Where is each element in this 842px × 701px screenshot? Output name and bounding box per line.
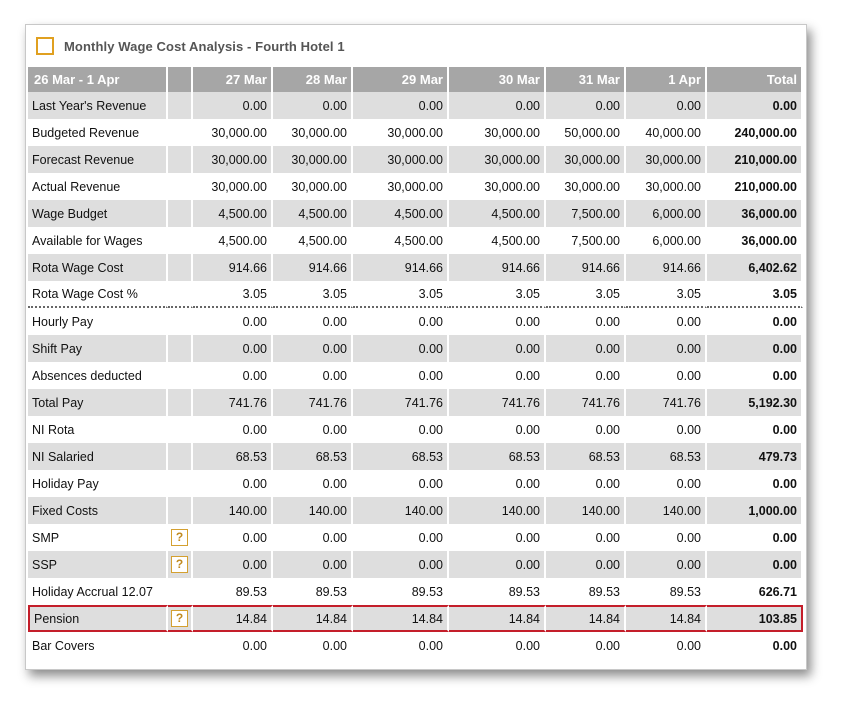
value-cell: 0.00 [353, 524, 449, 551]
value-cell: 741.76 [626, 389, 707, 416]
panel-title: Monthly Wage Cost Analysis - Fourth Hotel 1 [64, 38, 345, 54]
value-cell: 68.53 [273, 443, 353, 470]
table-row [28, 578, 803, 605]
value-cell: 68.53 [449, 443, 546, 470]
value-cell: 0.00 [273, 551, 353, 578]
value-cell: 0.00 [626, 470, 707, 497]
total-cell: 5,192.30 [707, 389, 803, 416]
header-help-column [168, 67, 193, 92]
value-cell: 0.00 [449, 632, 546, 659]
help-cell [168, 389, 193, 416]
value-cell: 0.00 [193, 470, 273, 497]
value-cell: 6,000.00 [626, 200, 707, 227]
value-cell: 0.00 [546, 632, 626, 659]
value-cell: 0.00 [193, 362, 273, 389]
table-row [28, 254, 803, 281]
row-label: NI Rota [28, 416, 168, 443]
table-row [28, 119, 803, 146]
value-cell: 40,000.00 [626, 119, 707, 146]
value-cell: 0.00 [273, 92, 353, 119]
row-label: Actual Revenue [28, 173, 168, 200]
wage-cost-table [28, 67, 803, 659]
value-cell: 3.05 [273, 281, 353, 308]
value-cell: 14.84 [193, 605, 273, 632]
value-cell: 914.66 [273, 254, 353, 281]
row-label: Absences deducted [28, 362, 168, 389]
value-cell: 4,500.00 [273, 200, 353, 227]
header-period: 26 Mar - 1 Apr [28, 67, 168, 92]
total-cell: 0.00 [707, 416, 803, 443]
value-cell: 0.00 [449, 416, 546, 443]
table-row [28, 173, 803, 200]
value-cell: 0.00 [626, 524, 707, 551]
value-cell: 0.00 [546, 335, 626, 362]
value-cell: 14.84 [546, 605, 626, 632]
total-cell: 0.00 [707, 551, 803, 578]
help-cell [168, 416, 193, 443]
value-cell: 3.05 [193, 281, 273, 308]
value-cell: 0.00 [546, 92, 626, 119]
value-cell: 89.53 [546, 578, 626, 605]
table-row [28, 416, 803, 443]
row-label: Available for Wages [28, 227, 168, 254]
value-cell: 0.00 [449, 551, 546, 578]
value-cell: 0.00 [193, 335, 273, 362]
row-label: Holiday Pay [28, 470, 168, 497]
value-cell: 741.76 [449, 389, 546, 416]
header-day: 27 Mar [193, 67, 273, 92]
value-cell: 741.76 [353, 389, 449, 416]
total-cell: 0.00 [707, 335, 803, 362]
value-cell: 0.00 [546, 524, 626, 551]
value-cell: 3.05 [353, 281, 449, 308]
table-row [28, 443, 803, 470]
row-label: Bar Covers [28, 632, 168, 659]
row-label: Holiday Accrual 12.07 [28, 578, 168, 605]
total-cell: 0.00 [707, 308, 803, 335]
value-cell: 3.05 [546, 281, 626, 308]
value-cell: 0.00 [353, 362, 449, 389]
value-cell: 3.05 [626, 281, 707, 308]
help-cell [168, 308, 193, 335]
value-cell: 14.84 [626, 605, 707, 632]
value-cell: 0.00 [193, 92, 273, 119]
table-row [28, 200, 803, 227]
value-cell: 0.00 [273, 524, 353, 551]
value-cell: 0.00 [546, 470, 626, 497]
table-row [28, 632, 803, 659]
value-cell: 30,000.00 [273, 146, 353, 173]
header-day: 31 Mar [546, 67, 626, 92]
row-label: NI Salaried [28, 443, 168, 470]
value-cell: 0.00 [193, 524, 273, 551]
header-day: 1 Apr [626, 67, 707, 92]
row-label: SMP [28, 524, 168, 551]
total-cell: 3.05 [707, 281, 803, 308]
help-cell [168, 119, 193, 146]
value-cell: 89.53 [193, 578, 273, 605]
table-row [28, 335, 803, 362]
value-cell: 140.00 [449, 497, 546, 524]
table-row [28, 524, 803, 551]
value-cell: 30,000.00 [449, 146, 546, 173]
total-cell: 210,000.00 [707, 146, 803, 173]
table-row [28, 470, 803, 497]
row-label: Forecast Revenue [28, 146, 168, 173]
value-cell: 0.00 [273, 416, 353, 443]
value-cell: 0.00 [273, 308, 353, 335]
header-total: Total [707, 67, 803, 92]
value-cell: 0.00 [353, 470, 449, 497]
total-cell: 1,000.00 [707, 497, 803, 524]
value-cell: 0.00 [626, 416, 707, 443]
value-cell: 89.53 [449, 578, 546, 605]
value-cell: 89.53 [626, 578, 707, 605]
value-cell: 4,500.00 [449, 227, 546, 254]
value-cell: 30,000.00 [353, 173, 449, 200]
table-row [28, 92, 803, 119]
value-cell: 0.00 [449, 92, 546, 119]
value-cell: 0.00 [546, 416, 626, 443]
value-cell: 0.00 [449, 308, 546, 335]
row-label: Total Pay [28, 389, 168, 416]
value-cell: 7,500.00 [546, 227, 626, 254]
row-label: Wage Budget [28, 200, 168, 227]
value-cell: 30,000.00 [449, 173, 546, 200]
help-cell [168, 551, 193, 578]
total-cell: 0.00 [707, 362, 803, 389]
value-cell: 30,000.00 [193, 173, 273, 200]
value-cell: 4,500.00 [353, 227, 449, 254]
value-cell: 0.00 [626, 92, 707, 119]
total-cell: 6,402.62 [707, 254, 803, 281]
help-cell [168, 200, 193, 227]
value-cell: 140.00 [193, 497, 273, 524]
help-icon[interactable]: ? [171, 556, 188, 573]
value-cell: 50,000.00 [546, 119, 626, 146]
value-cell: 0.00 [353, 335, 449, 362]
value-cell: 0.00 [193, 632, 273, 659]
help-cell [168, 227, 193, 254]
value-cell: 140.00 [546, 497, 626, 524]
help-icon[interactable]: ? [171, 610, 188, 627]
help-cell [168, 578, 193, 605]
table-row [28, 497, 803, 524]
value-cell: 3.05 [449, 281, 546, 308]
row-label: Fixed Costs [28, 497, 168, 524]
value-cell: 30,000.00 [546, 146, 626, 173]
value-cell: 0.00 [449, 470, 546, 497]
help-cell [168, 605, 193, 632]
value-cell: 914.66 [546, 254, 626, 281]
help-cell [168, 254, 193, 281]
help-cell [168, 335, 193, 362]
value-cell: 0.00 [353, 308, 449, 335]
value-cell: 4,500.00 [449, 200, 546, 227]
value-cell: 30,000.00 [193, 119, 273, 146]
value-cell: 914.66 [193, 254, 273, 281]
help-cell [168, 443, 193, 470]
table-row [28, 308, 803, 335]
value-cell: 0.00 [273, 335, 353, 362]
total-cell: 479.73 [707, 443, 803, 470]
value-cell: 741.76 [273, 389, 353, 416]
value-cell: 0.00 [546, 308, 626, 335]
value-cell: 14.84 [273, 605, 353, 632]
value-cell: 89.53 [353, 578, 449, 605]
value-cell: 30,000.00 [273, 173, 353, 200]
value-cell: 0.00 [626, 551, 707, 578]
value-cell: 741.76 [193, 389, 273, 416]
row-label: Rota Wage Cost [28, 254, 168, 281]
table-row [28, 362, 803, 389]
value-cell: 4,500.00 [353, 200, 449, 227]
value-cell: 0.00 [193, 416, 273, 443]
help-cell [168, 362, 193, 389]
help-cell [168, 632, 193, 659]
total-cell: 103.85 [707, 605, 803, 632]
table-row [28, 389, 803, 416]
header-day: 30 Mar [449, 67, 546, 92]
help-cell [168, 92, 193, 119]
value-cell: 6,000.00 [626, 227, 707, 254]
total-cell: 36,000.00 [707, 200, 803, 227]
help-cell [168, 146, 193, 173]
value-cell: 4,500.00 [193, 227, 273, 254]
total-cell: 210,000.00 [707, 173, 803, 200]
value-cell: 30,000.00 [626, 146, 707, 173]
value-cell: 0.00 [449, 362, 546, 389]
row-label: SSP [28, 551, 168, 578]
header-day: 28 Mar [273, 67, 353, 92]
value-cell: 30,000.00 [353, 146, 449, 173]
row-label: Rota Wage Cost % [28, 281, 168, 308]
value-cell: 140.00 [626, 497, 707, 524]
value-cell: 4,500.00 [273, 227, 353, 254]
value-cell: 914.66 [449, 254, 546, 281]
value-cell: 0.00 [353, 416, 449, 443]
value-cell: 68.53 [546, 443, 626, 470]
total-cell: 626.71 [707, 578, 803, 605]
value-cell: 89.53 [273, 578, 353, 605]
value-cell: 0.00 [626, 362, 707, 389]
value-cell: 0.00 [449, 524, 546, 551]
header-row [28, 67, 803, 92]
value-cell: 0.00 [273, 362, 353, 389]
help-cell [168, 470, 193, 497]
value-cell: 30,000.00 [353, 119, 449, 146]
value-cell: 0.00 [193, 308, 273, 335]
value-cell: 30,000.00 [626, 173, 707, 200]
help-cell [168, 524, 193, 551]
value-cell: 914.66 [626, 254, 707, 281]
value-cell: 30,000.00 [546, 173, 626, 200]
value-cell: 30,000.00 [449, 119, 546, 146]
value-cell: 0.00 [273, 632, 353, 659]
header-day: 29 Mar [353, 67, 449, 92]
value-cell: 0.00 [546, 551, 626, 578]
row-label: Last Year's Revenue [28, 92, 168, 119]
value-cell: 914.66 [353, 254, 449, 281]
value-cell: 741.76 [546, 389, 626, 416]
row-label: Pension [28, 605, 168, 632]
value-cell: 0.00 [353, 632, 449, 659]
value-cell: 7,500.00 [546, 200, 626, 227]
total-cell: 0.00 [707, 632, 803, 659]
value-cell: 0.00 [626, 308, 707, 335]
help-icon[interactable]: ? [171, 529, 188, 546]
value-cell: 140.00 [353, 497, 449, 524]
panel-title-bar [26, 25, 806, 67]
total-cell: 0.00 [707, 470, 803, 497]
value-cell: 0.00 [273, 470, 353, 497]
value-cell: 0.00 [546, 362, 626, 389]
value-cell: 30,000.00 [193, 146, 273, 173]
checkbox-icon[interactable] [36, 37, 54, 55]
value-cell: 0.00 [626, 335, 707, 362]
value-cell: 14.84 [353, 605, 449, 632]
value-cell: 0.00 [449, 335, 546, 362]
total-cell: 240,000.00 [707, 119, 803, 146]
table-row [28, 227, 803, 254]
value-cell: 68.53 [353, 443, 449, 470]
table-row [28, 551, 803, 578]
value-cell: 0.00 [353, 551, 449, 578]
value-cell: 0.00 [193, 551, 273, 578]
value-cell: 68.53 [193, 443, 273, 470]
table-row [28, 281, 803, 308]
total-cell: 36,000.00 [707, 227, 803, 254]
help-cell [168, 497, 193, 524]
table-row [28, 146, 803, 173]
help-cell [168, 173, 193, 200]
value-cell: 0.00 [353, 92, 449, 119]
value-cell: 68.53 [626, 443, 707, 470]
total-cell: 0.00 [707, 92, 803, 119]
value-cell: 140.00 [273, 497, 353, 524]
row-label: Shift Pay [28, 335, 168, 362]
help-cell [168, 281, 193, 308]
table-row [28, 605, 803, 632]
value-cell: 14.84 [449, 605, 546, 632]
value-cell: 30,000.00 [273, 119, 353, 146]
wage-cost-panel [25, 24, 807, 670]
total-cell: 0.00 [707, 524, 803, 551]
value-cell: 4,500.00 [193, 200, 273, 227]
value-cell: 0.00 [626, 632, 707, 659]
row-label: Hourly Pay [28, 308, 168, 335]
row-label: Budgeted Revenue [28, 119, 168, 146]
